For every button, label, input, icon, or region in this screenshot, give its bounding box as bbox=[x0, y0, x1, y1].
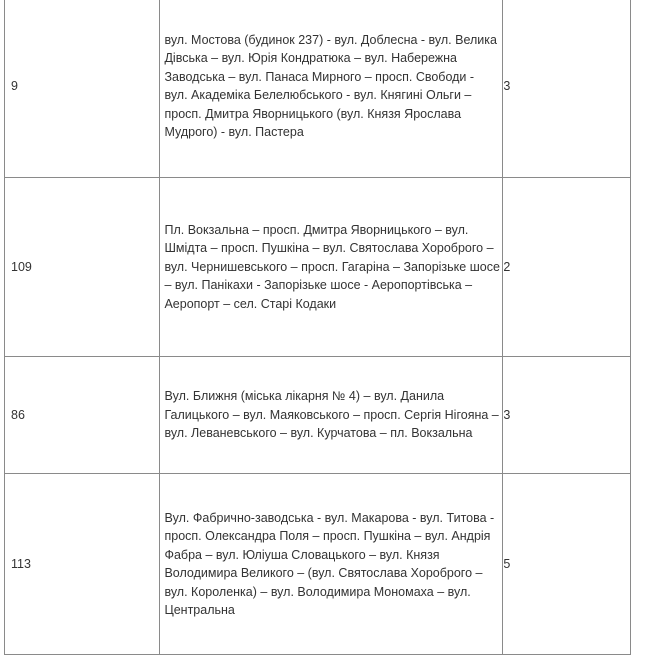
table-row bbox=[5, 178, 631, 357]
route-description-cell: Пл. Вокзальна – просп. Дмитра Яворницького – вул. Шмідта – просп. Пушкіна – вул. Святослава Хороброго – вул. Чернишевського – просп. Гагаріна – Запорізьке шосе – вул. Панікахи - Запорізьке шосе - Аеропортівська – Аеропорт – сел. Старі Кодаки bbox=[160, 178, 503, 357]
route-count-cell: 3 bbox=[503, 357, 631, 474]
route-number-cell: 86 bbox=[5, 357, 160, 474]
route-number-cell: 109 bbox=[5, 178, 160, 357]
route-count-cell: 3 bbox=[503, 0, 631, 178]
route-description-cell: Вул. Фабрично-заводська - вул. Макарова - вул. Титова - просп. Олександра Поля – просп. Пушкіна – вул. Андрія Фабра – вул. Юліуша Словацького – вул. Князя Володимира Великого – (вул. Святослава Хороброго – вул. Короленка) – вул. Володимира Мономаха – вул. Центральна bbox=[160, 474, 503, 655]
route-description-cell: Вул. Ближня (міська лікарня № 4) – вул. Данила Галицького – вул. Маяковського – просп. Сергія Нігояна – вул. Леваневського – вул. Курчатова – пл. Вокзальна bbox=[160, 357, 503, 474]
table-row bbox=[5, 357, 631, 474]
route-number-cell: 113 bbox=[5, 474, 160, 655]
route-count-cell: 5 bbox=[503, 474, 631, 655]
route-description-cell: вул. Мостова (будинок 237) - вул. Доблесна - вул. Велика Дівська – вул. Юрія Кондратюка – вул. Набережна Заводська – вул. Панаса Мирного – просп. Свободи - вул. Академіка Белелюбського - вул. Княгині Ольги – просп. Дмитра Яворницького (вул. Князя Ярослава Мудрого) - вул. Пастера bbox=[160, 0, 503, 178]
table-row bbox=[5, 474, 631, 655]
table-row bbox=[5, 0, 631, 178]
routes-table bbox=[4, 0, 631, 655]
route-count-cell: 2 bbox=[503, 178, 631, 357]
route-number-cell: 9 bbox=[5, 0, 160, 178]
